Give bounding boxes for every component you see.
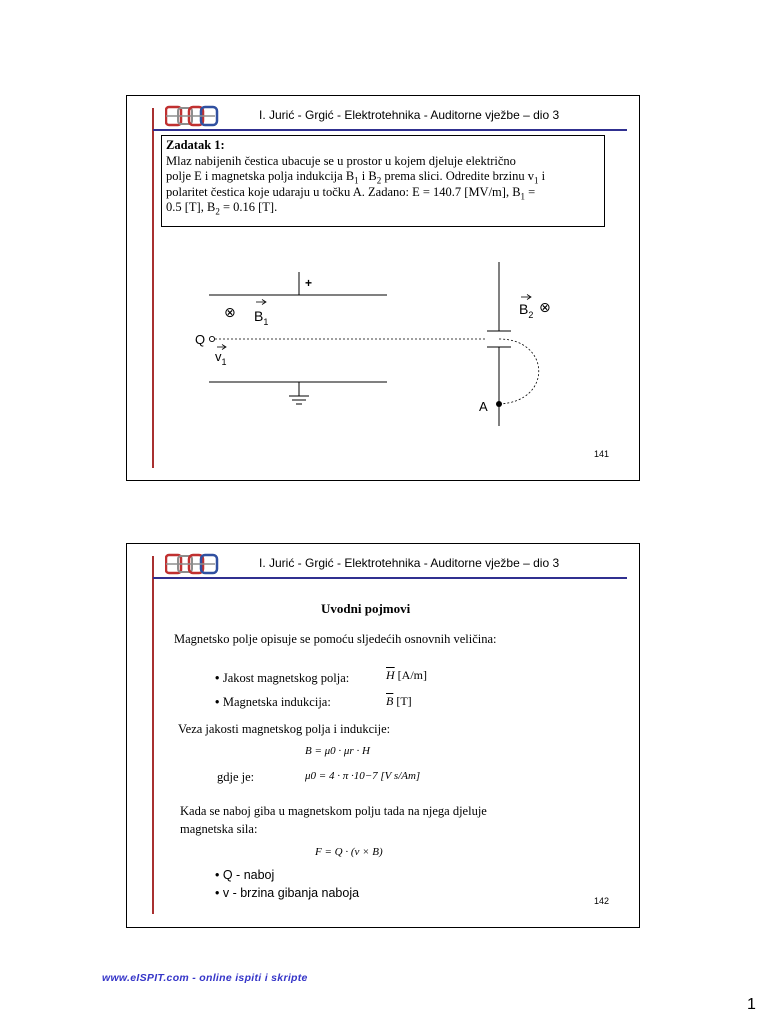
formula-lorentz-force: F = Q · (v × B)	[315, 846, 383, 858]
sheet-number: 1	[747, 996, 756, 1013]
header-rule	[153, 577, 627, 579]
charge-q-label: Q	[195, 332, 206, 347]
intro-text: Magnetsko polje opisuje se pomoću sljedećih osnovnih veličina:	[174, 632, 497, 646]
page-number: 142	[593, 896, 609, 906]
ground-icon	[289, 396, 309, 404]
force-text-line1: Kada se naboj giba u magnetskom polju tada na njega djeluje	[180, 804, 487, 818]
circuit-diagram	[187, 256, 627, 436]
relation-title: Veza jakosti magnetskog polja i indukcije:	[178, 722, 391, 736]
task-box	[161, 135, 605, 227]
b2-vector-arrow	[521, 295, 531, 300]
fesb-logo-letters	[166, 107, 217, 125]
red-margin-bar	[152, 108, 154, 468]
where-label: gdje je:	[217, 770, 255, 784]
b1-cross-icon: ⊗	[224, 305, 236, 321]
item-velocity: • v - brzina gibanja naboja	[215, 886, 360, 900]
header-title: I. Jurić - Grgić - Elektrotehnika - Auditorne vježbe – dio 3	[259, 108, 560, 122]
bullet-field-strength: • Jakost magnetskog polja:	[215, 671, 350, 685]
header-rule	[153, 129, 627, 131]
force-text-line2: magnetska sila:	[180, 822, 258, 836]
task-line-1: Mlaz nabijenih čestica ubacuje se u prostor u kojem djeluje električno	[166, 153, 516, 168]
item-charge: • Q - naboj	[215, 868, 275, 882]
b1-label: $B_1$	[254, 308, 269, 327]
task-line-3: polaritet čestica koje udaraju u točku A. Zadano: E = 140.7 [MV/m], $B_1$ =	[166, 184, 536, 201]
v1-label: $v_1$	[215, 349, 227, 367]
point-a	[496, 401, 502, 407]
plus-sign: +	[305, 276, 313, 290]
b1-vector-arrow	[256, 300, 266, 305]
task-line-2: polje E i magnetska polja indukcija $B_1$ i $B_2$ prema slici. Odredite brzinu $v_1$ i	[166, 169, 546, 186]
deflection-path	[499, 339, 539, 404]
fesb-logo	[165, 552, 219, 576]
page-number: 141	[593, 449, 609, 459]
section-heading: Uvodni pojmovi	[321, 601, 411, 616]
slide-141	[126, 95, 640, 481]
b2-label: $B_2$	[519, 301, 534, 320]
formula-b-mu-h: B = μ0 · μr · H	[305, 745, 370, 757]
b-unit-formula: $\overline{B}$ [T]	[386, 694, 412, 708]
bullet-induction: • Magnetska indukcija:	[215, 695, 331, 709]
header-title: I. Jurić - Grgić - Elektrotehnika - Auditorne vježbe – dio 3	[259, 556, 560, 570]
fesb-logo-letters	[166, 555, 217, 573]
red-margin-bar	[152, 556, 154, 914]
eispit-footer-link[interactable]: www.eISPIT.com - online ispiti i skripte	[102, 972, 308, 984]
formula-mu0: μ0 = 4 · π ·10−7 [V s/Am]	[305, 770, 421, 782]
fesb-logo	[165, 104, 219, 128]
source-point	[209, 336, 214, 341]
task-line-4: 0.5 [T], $B_2 = 0.16$ [T].	[166, 200, 278, 217]
h-unit-formula: $\overline{H}$ [A/m]	[386, 668, 427, 682]
b2-cross-icon: ⊗	[539, 300, 551, 316]
point-a-label: A	[479, 399, 488, 414]
task-title: Zadatak 1:	[166, 138, 225, 152]
slide-142	[126, 543, 640, 928]
